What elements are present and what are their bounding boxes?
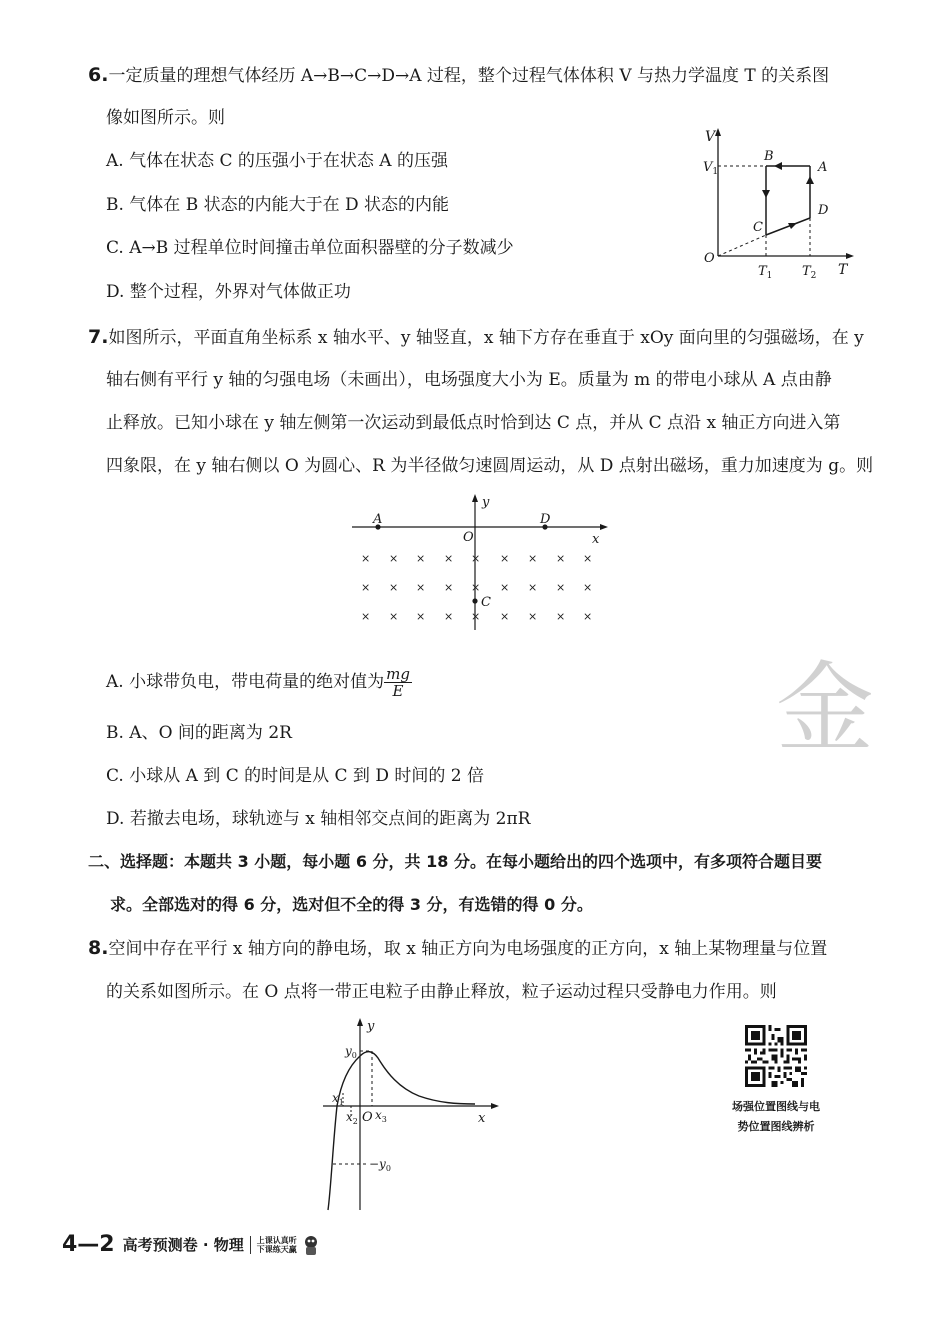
field-mark: × bbox=[361, 552, 371, 565]
mascot-icon bbox=[301, 1234, 321, 1256]
q6-arrow-da bbox=[806, 176, 814, 184]
q6-point-b: B bbox=[764, 149, 774, 164]
section2-header-line1: 二、选择题：本题共 3 小题，每小题 6 分，共 18 分。在每小题给出的四个选项中，有多项符合题目要 bbox=[88, 852, 822, 871]
q8-number: 8. bbox=[88, 937, 109, 959]
q7-option-d: D. 若撤去电场，球轨迹与 x 轴相邻交点间的距离为 2πR bbox=[106, 809, 531, 829]
q8-curve bbox=[328, 1052, 475, 1210]
q8-xy-graph bbox=[315, 1018, 515, 1218]
q7-stem-line2: 轴右侧有平行 y 轴的匀强电场（未画出），电场强度大小为 E。质量为 m 的带电小球从 A 点由静 bbox=[106, 370, 832, 390]
q7-point-a: A bbox=[373, 512, 383, 527]
field-mark: × bbox=[471, 552, 481, 565]
q6-t1-label: $T_1$ bbox=[758, 264, 773, 281]
field-mark: × bbox=[583, 581, 593, 594]
field-mark: × bbox=[556, 610, 566, 623]
q7-origin-label: O bbox=[463, 530, 474, 545]
q6-point-d: D bbox=[818, 203, 829, 218]
q6-number: 6. bbox=[88, 64, 109, 86]
field-mark: × bbox=[444, 552, 454, 565]
q8-y-label: y bbox=[367, 1019, 375, 1034]
q6-option-b: B. 气体在 B 状态的内能大于在 D 状态的内能 bbox=[106, 195, 450, 215]
q7-point-c: C bbox=[481, 595, 491, 610]
q6-t2-label: $T_2$ bbox=[802, 264, 817, 281]
q7-option-a: A. 小球带负电，带电荷量的绝对值为 $\frac{mg}{E}$ bbox=[106, 665, 410, 700]
field-mark: × bbox=[444, 581, 454, 594]
field-mark: × bbox=[471, 581, 481, 594]
q7-stem-line1: 7.如图所示，平面直角坐标系 x 轴水平、y 轴竖直，x 轴下方存在垂直于 xOy 面向里的匀强磁场，在 y bbox=[88, 326, 864, 348]
page-number: 4—2 bbox=[62, 1232, 115, 1257]
q6-origin-label: O bbox=[704, 251, 715, 266]
q7-stem-line4: 四象限，在 y 轴右侧以 O 为圆心、R 为半径做匀速圆周运动，从 D 点射出磁场，重力加速度为 g。则 bbox=[106, 456, 874, 476]
q6-option-a: A. 气体在状态 C 的压强小于在状态 A 的压强 bbox=[106, 151, 448, 171]
qr-code[interactable] bbox=[745, 1025, 807, 1087]
section2-header-line2: 求。全部选对的得 6 分，选对但不全的得 3 分，有选错的得 0 分。 bbox=[110, 895, 593, 914]
q6-stem-line1: 6.一定质量的理想气体经历 A→B→C→D→A 过程，整个过程气体体积 V 与热力学温度 T 的关系图 bbox=[88, 64, 830, 86]
field-mark: × bbox=[416, 610, 426, 623]
field-mark: × bbox=[528, 552, 538, 565]
q6-path-cd bbox=[766, 218, 810, 235]
watermark: 金 bbox=[776, 652, 875, 766]
q8-neg-y0-label: $-y_0$ bbox=[369, 1157, 391, 1173]
q7-x-label: x bbox=[592, 532, 600, 547]
q6-t-label: T bbox=[838, 262, 848, 278]
field-mark: × bbox=[556, 581, 566, 594]
q8-x3-label: $x_3$ bbox=[375, 1108, 387, 1124]
q6-stem-line2: 像如图所示。则 bbox=[106, 108, 225, 128]
q7-option-b: B. A、O 间的距离为 2R bbox=[106, 723, 292, 743]
field-mark: × bbox=[471, 610, 481, 623]
field-mark: × bbox=[416, 581, 426, 594]
q6-arrow-ab bbox=[774, 162, 782, 170]
q7-field-diagram bbox=[346, 494, 616, 634]
q6-point-c: C bbox=[753, 220, 763, 235]
q8-x2-label: $x_2$ bbox=[346, 1110, 358, 1126]
field-mark: × bbox=[528, 610, 538, 623]
q6-v-label: V bbox=[705, 129, 716, 145]
field-mark: × bbox=[583, 610, 593, 623]
footer-title: 高考预测卷 · 物理 bbox=[122, 1236, 244, 1254]
page-footer bbox=[62, 1232, 321, 1257]
q7-option-a-fraction: $\frac{mg}{E}$ bbox=[386, 665, 410, 700]
q8-stem-line1: 8.空间中存在平行 x 轴方向的静电场，取 x 轴正方向为电场强度的正方向，x 轴上某物理量与位置 bbox=[88, 937, 828, 959]
field-mark: × bbox=[528, 581, 538, 594]
field-mark: × bbox=[583, 552, 593, 565]
q7-y-label: y bbox=[482, 495, 490, 510]
q7-number: 7. bbox=[88, 326, 109, 348]
q6-v1-label: $V_1$ bbox=[703, 160, 719, 177]
q6-option-d: D. 整个过程，外界对气体做正功 bbox=[106, 282, 351, 302]
q6-vt-diagram bbox=[700, 126, 860, 286]
q6-option-c: C. A→B 过程单位时间撞击单位面积器壁的分子数减少 bbox=[106, 238, 514, 258]
field-mark: × bbox=[556, 552, 566, 565]
field-mark: × bbox=[361, 581, 371, 594]
q8-y0-label: $y_0$ bbox=[345, 1044, 357, 1060]
q6-point-a: A bbox=[818, 160, 828, 175]
footer-divider bbox=[250, 1236, 251, 1254]
q7-option-c: C. 小球从 A 到 C 的时间是从 C 到 D 时间的 2 倍 bbox=[106, 766, 484, 786]
q8-stem-line2: 的关系如图所示。在 O 点将一带正电粒子由静止释放，粒子运动过程只受静电力作用。则 bbox=[106, 982, 777, 1002]
field-mark: × bbox=[500, 552, 510, 565]
q6-origin-guide bbox=[718, 235, 766, 256]
field-mark: × bbox=[416, 552, 426, 565]
field-mark: × bbox=[444, 610, 454, 623]
footer-slogan: 上课认真听 下课练天赢 bbox=[256, 1235, 297, 1254]
field-mark: × bbox=[500, 581, 510, 594]
q7-point-d: D bbox=[540, 512, 551, 527]
field-mark: × bbox=[389, 581, 399, 594]
q7-stem-line3: 止释放。已知小球在 y 轴左侧第一次运动到最低点时恰到达 C 点，并从 C 点沿 x 轴正方向进入第 bbox=[106, 413, 841, 433]
q6-arrow-bc bbox=[762, 190, 770, 198]
q7-point-c-dot bbox=[472, 598, 477, 603]
field-mark: × bbox=[389, 610, 399, 623]
field-mark: × bbox=[389, 552, 399, 565]
q8-origin-label: O bbox=[362, 1110, 373, 1125]
field-mark: × bbox=[500, 610, 510, 623]
field-mark: × bbox=[361, 610, 371, 623]
q7-magnetic-field-marks bbox=[361, 552, 592, 623]
qr-caption: 场强位置图线与电 势位置图线辨析 bbox=[732, 1100, 820, 1133]
q8-x1-label: $x_1$ bbox=[332, 1091, 344, 1107]
q8-x-label: x bbox=[478, 1111, 486, 1126]
